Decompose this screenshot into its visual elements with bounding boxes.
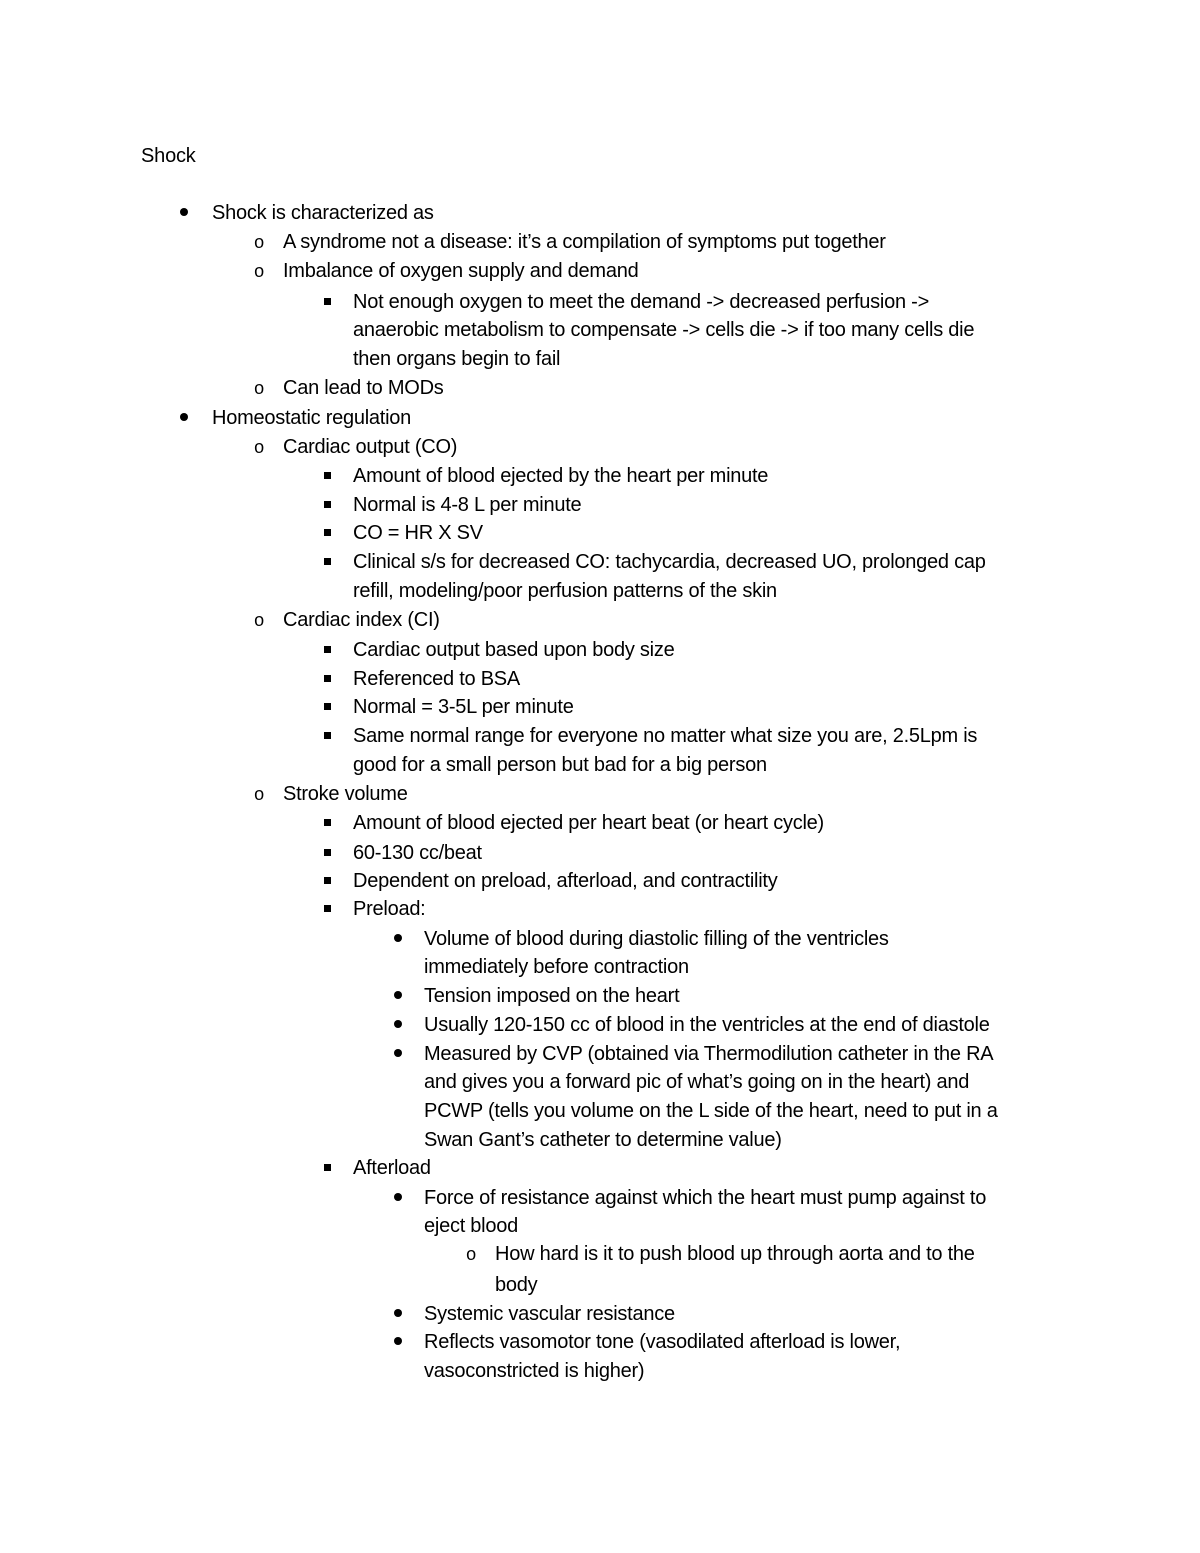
list-item-l3: Normal = 3-5L per minute — [353, 693, 574, 722]
square-bullet-icon — [315, 548, 339, 577]
list-item-continuation: anaerobic metabolism to compensate -> cells die -> if too many cells die — [353, 319, 975, 341]
list-item-l3: Normal is 4-8 L per minute — [353, 491, 581, 520]
list-item-l3: Amount of blood ejected by the heart per minute — [353, 462, 768, 491]
list-item-l4: Usually 120-150 cc of blood in the ventricles at the end of diastole — [424, 1011, 990, 1040]
list-item-l1: Homeostatic regulation — [212, 404, 411, 433]
square-bullet-icon — [315, 1154, 339, 1183]
circle-bullet-icon: o — [254, 261, 264, 281]
list-item-continuation: PCWP (tells you volume on the L side of the heart, need to put in a — [424, 1100, 998, 1122]
list-item-l3: 60-130 cc/beat — [353, 839, 482, 868]
list-item-l3: Dependent on preload, afterload, and contractility — [353, 867, 777, 896]
list-item-l2: o Can lead to MODs — [283, 374, 444, 403]
circle-bullet-icon: o — [466, 1244, 476, 1264]
list-item-l3: Same normal range for everyone no matter what size you are, 2.5Lpm is — [353, 722, 977, 751]
square-bullet-icon — [315, 665, 339, 694]
list-item-continuation: vasoconstricted is higher) — [424, 1360, 645, 1382]
list-item-l3: Amount of blood ejected per heart beat (or heart cycle) — [353, 809, 824, 838]
square-bullet-icon — [315, 895, 339, 924]
list-item-continuation: refill, modeling/poor perfusion patterns of the skin — [353, 580, 777, 602]
list-item-l4: Tension imposed on the heart — [424, 982, 679, 1011]
list-item-continuation: good for a small person but bad for a big person — [353, 754, 767, 776]
list-item-l4: Measured by CVP (obtained via Thermodilution catheter in the RA — [424, 1040, 993, 1069]
list-item-continuation: eject blood — [424, 1215, 518, 1237]
disc-bullet-icon — [386, 1184, 410, 1213]
disc-bullet-icon — [386, 1011, 410, 1040]
list-item-l3: Preload: — [353, 895, 426, 924]
disc-bullet-icon — [386, 925, 410, 954]
circle-bullet-icon: o — [254, 378, 264, 398]
square-bullet-icon — [315, 462, 339, 491]
list-item-l4: Systemic vascular resistance — [424, 1300, 675, 1329]
list-item-continuation: immediately before contraction — [424, 956, 689, 978]
list-item-l3: Not enough oxygen to meet the demand -> decreased perfusion -> — [353, 288, 929, 317]
square-bullet-icon — [315, 288, 339, 317]
page-title: Shock — [141, 145, 196, 167]
disc-bullet-icon — [386, 1328, 410, 1357]
square-bullet-icon — [315, 867, 339, 896]
square-bullet-icon — [315, 809, 339, 838]
disc-bullet-icon — [386, 1040, 410, 1069]
square-bullet-icon — [315, 722, 339, 751]
list-item-l4: Force of resistance against which the heart must pump against to — [424, 1184, 986, 1213]
circle-bullet-icon: o — [254, 610, 264, 630]
list-item-continuation: and gives you a forward pic of what’s going on in the heart) and — [424, 1071, 970, 1093]
list-item-continuation: then organs begin to fail — [353, 348, 561, 370]
square-bullet-icon — [315, 693, 339, 722]
square-bullet-icon — [315, 636, 339, 665]
list-item-l4: Reflects vasomotor tone (vasodilated afterload is lower, — [424, 1328, 900, 1357]
disc-bullet-icon — [172, 199, 196, 228]
circle-bullet-icon: o — [254, 784, 264, 804]
list-item-l1: Shock is characterized as — [212, 199, 434, 228]
disc-bullet-icon — [386, 1300, 410, 1329]
square-bullet-icon — [315, 839, 339, 868]
circle-bullet-icon: o — [254, 232, 264, 252]
list-item-l3: Clinical s/s for decreased CO: tachycardia, decreased UO, prolonged cap — [353, 548, 986, 577]
disc-bullet-icon — [172, 404, 196, 433]
list-item-l3: Cardiac output based upon body size — [353, 636, 674, 665]
circle-bullet-icon: o — [254, 437, 264, 457]
disc-bullet-icon — [386, 982, 410, 1011]
square-bullet-icon — [315, 491, 339, 520]
list-item-l2: o Cardiac output (CO) — [283, 433, 457, 462]
list-item-l2: o Imbalance of oxygen supply and demand — [283, 257, 638, 286]
list-item-l3: Afterload — [353, 1154, 431, 1183]
list-item-continuation: body — [495, 1274, 538, 1296]
square-bullet-icon — [315, 519, 339, 548]
list-item-l3: Referenced to BSA — [353, 665, 520, 694]
list-item-l5: o How hard is it to push blood up through aorta and to the — [495, 1240, 975, 1269]
list-item-l4: Volume of blood during diastolic filling of the ventricles — [424, 925, 889, 954]
list-item-l2: o Stroke volume — [283, 780, 408, 809]
list-item-l3: CO = HR X SV — [353, 519, 483, 548]
list-item-l2: o Cardiac index (CI) — [283, 606, 440, 635]
list-item-l2: o A syndrome not a disease: it’s a compilation of symptoms put together — [283, 228, 886, 257]
list-item-continuation: Swan Gant’s catheter to determine value) — [424, 1129, 782, 1151]
